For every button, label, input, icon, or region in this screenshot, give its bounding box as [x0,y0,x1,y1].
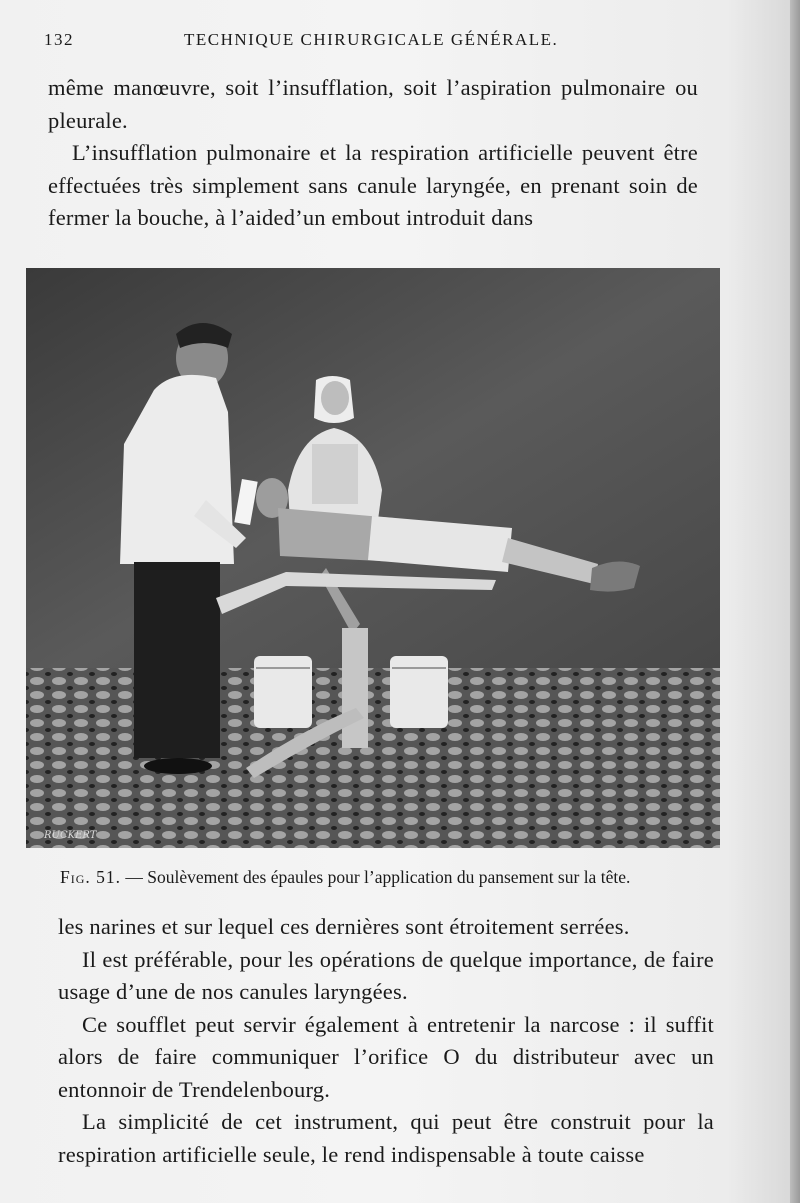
paragraph: même manœuvre, soit l’insufflation, soit l’aspiration pulmonaire ou pleurale. [48,75,698,133]
figure-label: Fig. 51. [60,867,122,887]
paragraph: les narines et sur lequel ces dernières sont étroitement serrées. [58,914,630,939]
body-text-bottom [58,911,714,1171]
paragraph: L’insufflation pulmonaire et la respiration artificielle peuvent être effectuées très simplement sans canule laryngée, en prenant soin de fermer la bouche, à l’aided’un embout introduit dans [48,140,698,230]
page-number: 132 [44,30,74,49]
paragraph: La simplicité de cet instrument, qui peut être construit pour la respiration artificielle seule, le rend indispensable à toute caisse [58,1109,714,1167]
page-edge [790,0,800,1203]
running-title: TECHNIQUE CHIRURGICALE GÉNÉRALE. [184,30,559,49]
running-header [44,30,698,54]
basin [390,656,448,728]
basin [254,656,312,728]
caption-dash: — [121,867,148,887]
surgical-scene-illustration [26,268,720,848]
engraver-signature: RUCKERT [44,830,97,841]
paragraph: Ce soufflet peut servir également à entretenir la narcose : il suffit alors de faire communiquer l’orifice O du distributeur avec un entonnoir de Trendelenbourg. [58,1011,714,1102]
figure-photograph [26,268,720,848]
caption-text: Soulèvement des épaules pour l’application du pansement sur la tête. [147,867,631,887]
paragraph: Il est préférable, pour les opérations de quelque importance, de faire usage d’une de nos canules laryngées. [58,946,714,1004]
figure-caption [60,867,720,888]
body-text-top [48,72,698,235]
